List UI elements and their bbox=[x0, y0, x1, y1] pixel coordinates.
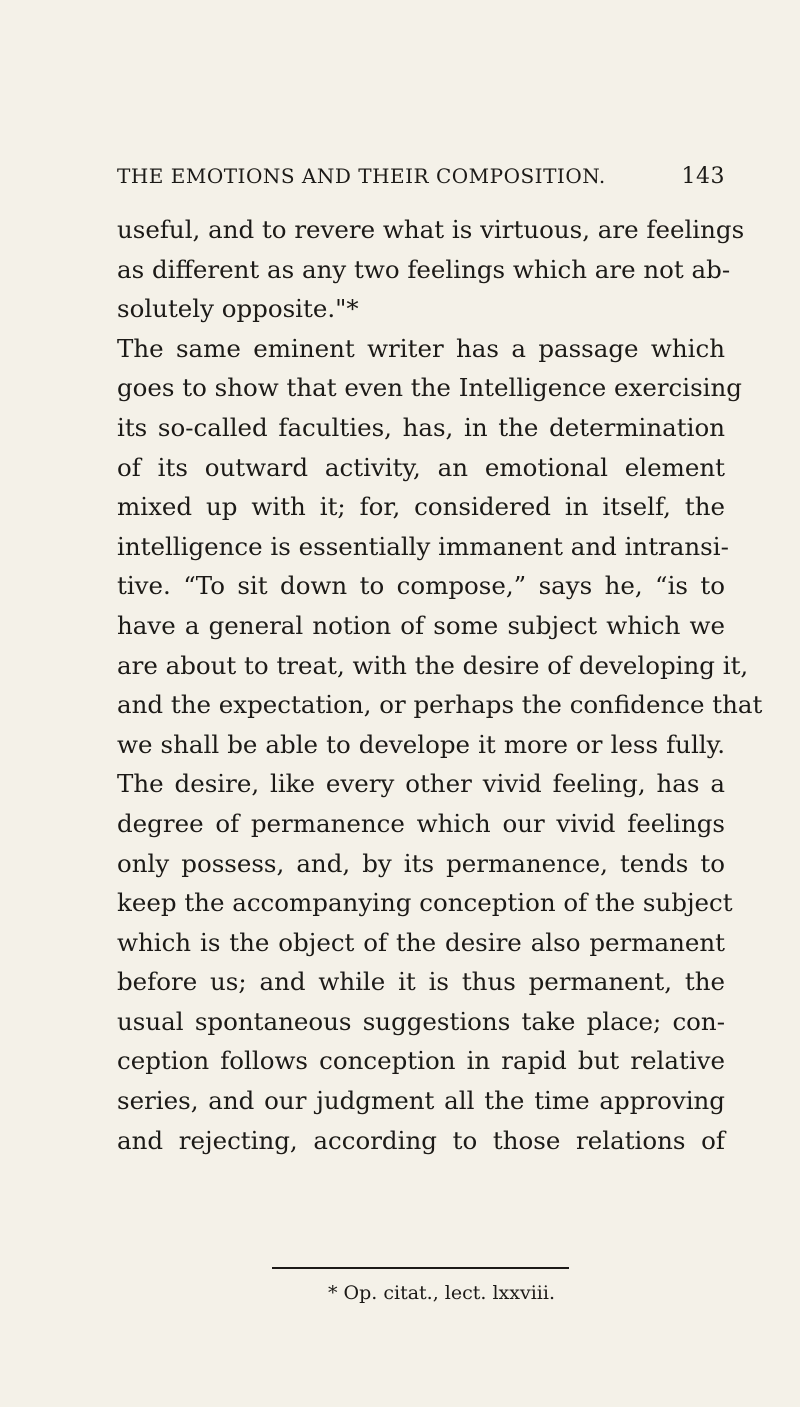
text-line: and rejecting, according to those relations of bbox=[117, 1125, 725, 1155]
text-line: solutely opposite."* bbox=[117, 294, 359, 324]
text-line: keep the accompanying conception of the subject bbox=[117, 888, 733, 918]
page-number: 143 bbox=[681, 164, 725, 189]
text-line: goes to show that even the Intelligence exercising bbox=[117, 373, 742, 403]
text-line: before us; and while it is thus permanent, the bbox=[117, 967, 725, 997]
text-line: its so-called faculties, has, in the determination bbox=[117, 412, 725, 442]
text-line: The same eminent writer has a passage which bbox=[117, 333, 725, 363]
text-line: of its outward activity, an emotional element bbox=[117, 452, 725, 482]
text-line: usual spontaneous suggestions take place; con- bbox=[117, 1006, 725, 1036]
text-line: ception follows conception in rapid but relative bbox=[117, 1046, 725, 1076]
running-header bbox=[117, 164, 725, 189]
text-line: are about to treat, with the desire of developing it, bbox=[117, 650, 749, 680]
text-line: as different as any two feelings which are not ab- bbox=[117, 254, 731, 284]
running-title: THE EMOTIONS AND THEIR COMPOSITION. bbox=[117, 164, 606, 188]
footnote-rule bbox=[272, 1267, 569, 1269]
text-line: intelligence is essentially immanent and intransi- bbox=[117, 531, 729, 561]
text-line: we shall be able to develope it more or less fully. bbox=[117, 729, 725, 759]
text-line: tive. “To sit down to compose,” says he, “is to bbox=[117, 571, 725, 601]
text-line: which is the object of the desire also permanent bbox=[117, 927, 725, 957]
text-line: have a general notion of some subject which we bbox=[117, 610, 725, 640]
text-line: and the expectation, or perhaps the confidence that bbox=[117, 690, 763, 720]
text-line: useful, and to revere what is virtuous, are feelings bbox=[117, 215, 745, 244]
text-line: degree of permanence which our vivid feelings bbox=[117, 808, 725, 838]
text-line: The desire, like every other vivid feeling, has a bbox=[117, 769, 725, 799]
text-line: only possess, and, by its permanence, tends to bbox=[117, 848, 725, 878]
text-line: mixed up with it; for, considered in itself, the bbox=[117, 492, 725, 522]
body-text bbox=[117, 210, 763, 1160]
text-line: series, and our judgment all the time approving bbox=[117, 1086, 725, 1116]
footnote: * Op. citat., lect. lxxviii. bbox=[328, 1282, 555, 1304]
